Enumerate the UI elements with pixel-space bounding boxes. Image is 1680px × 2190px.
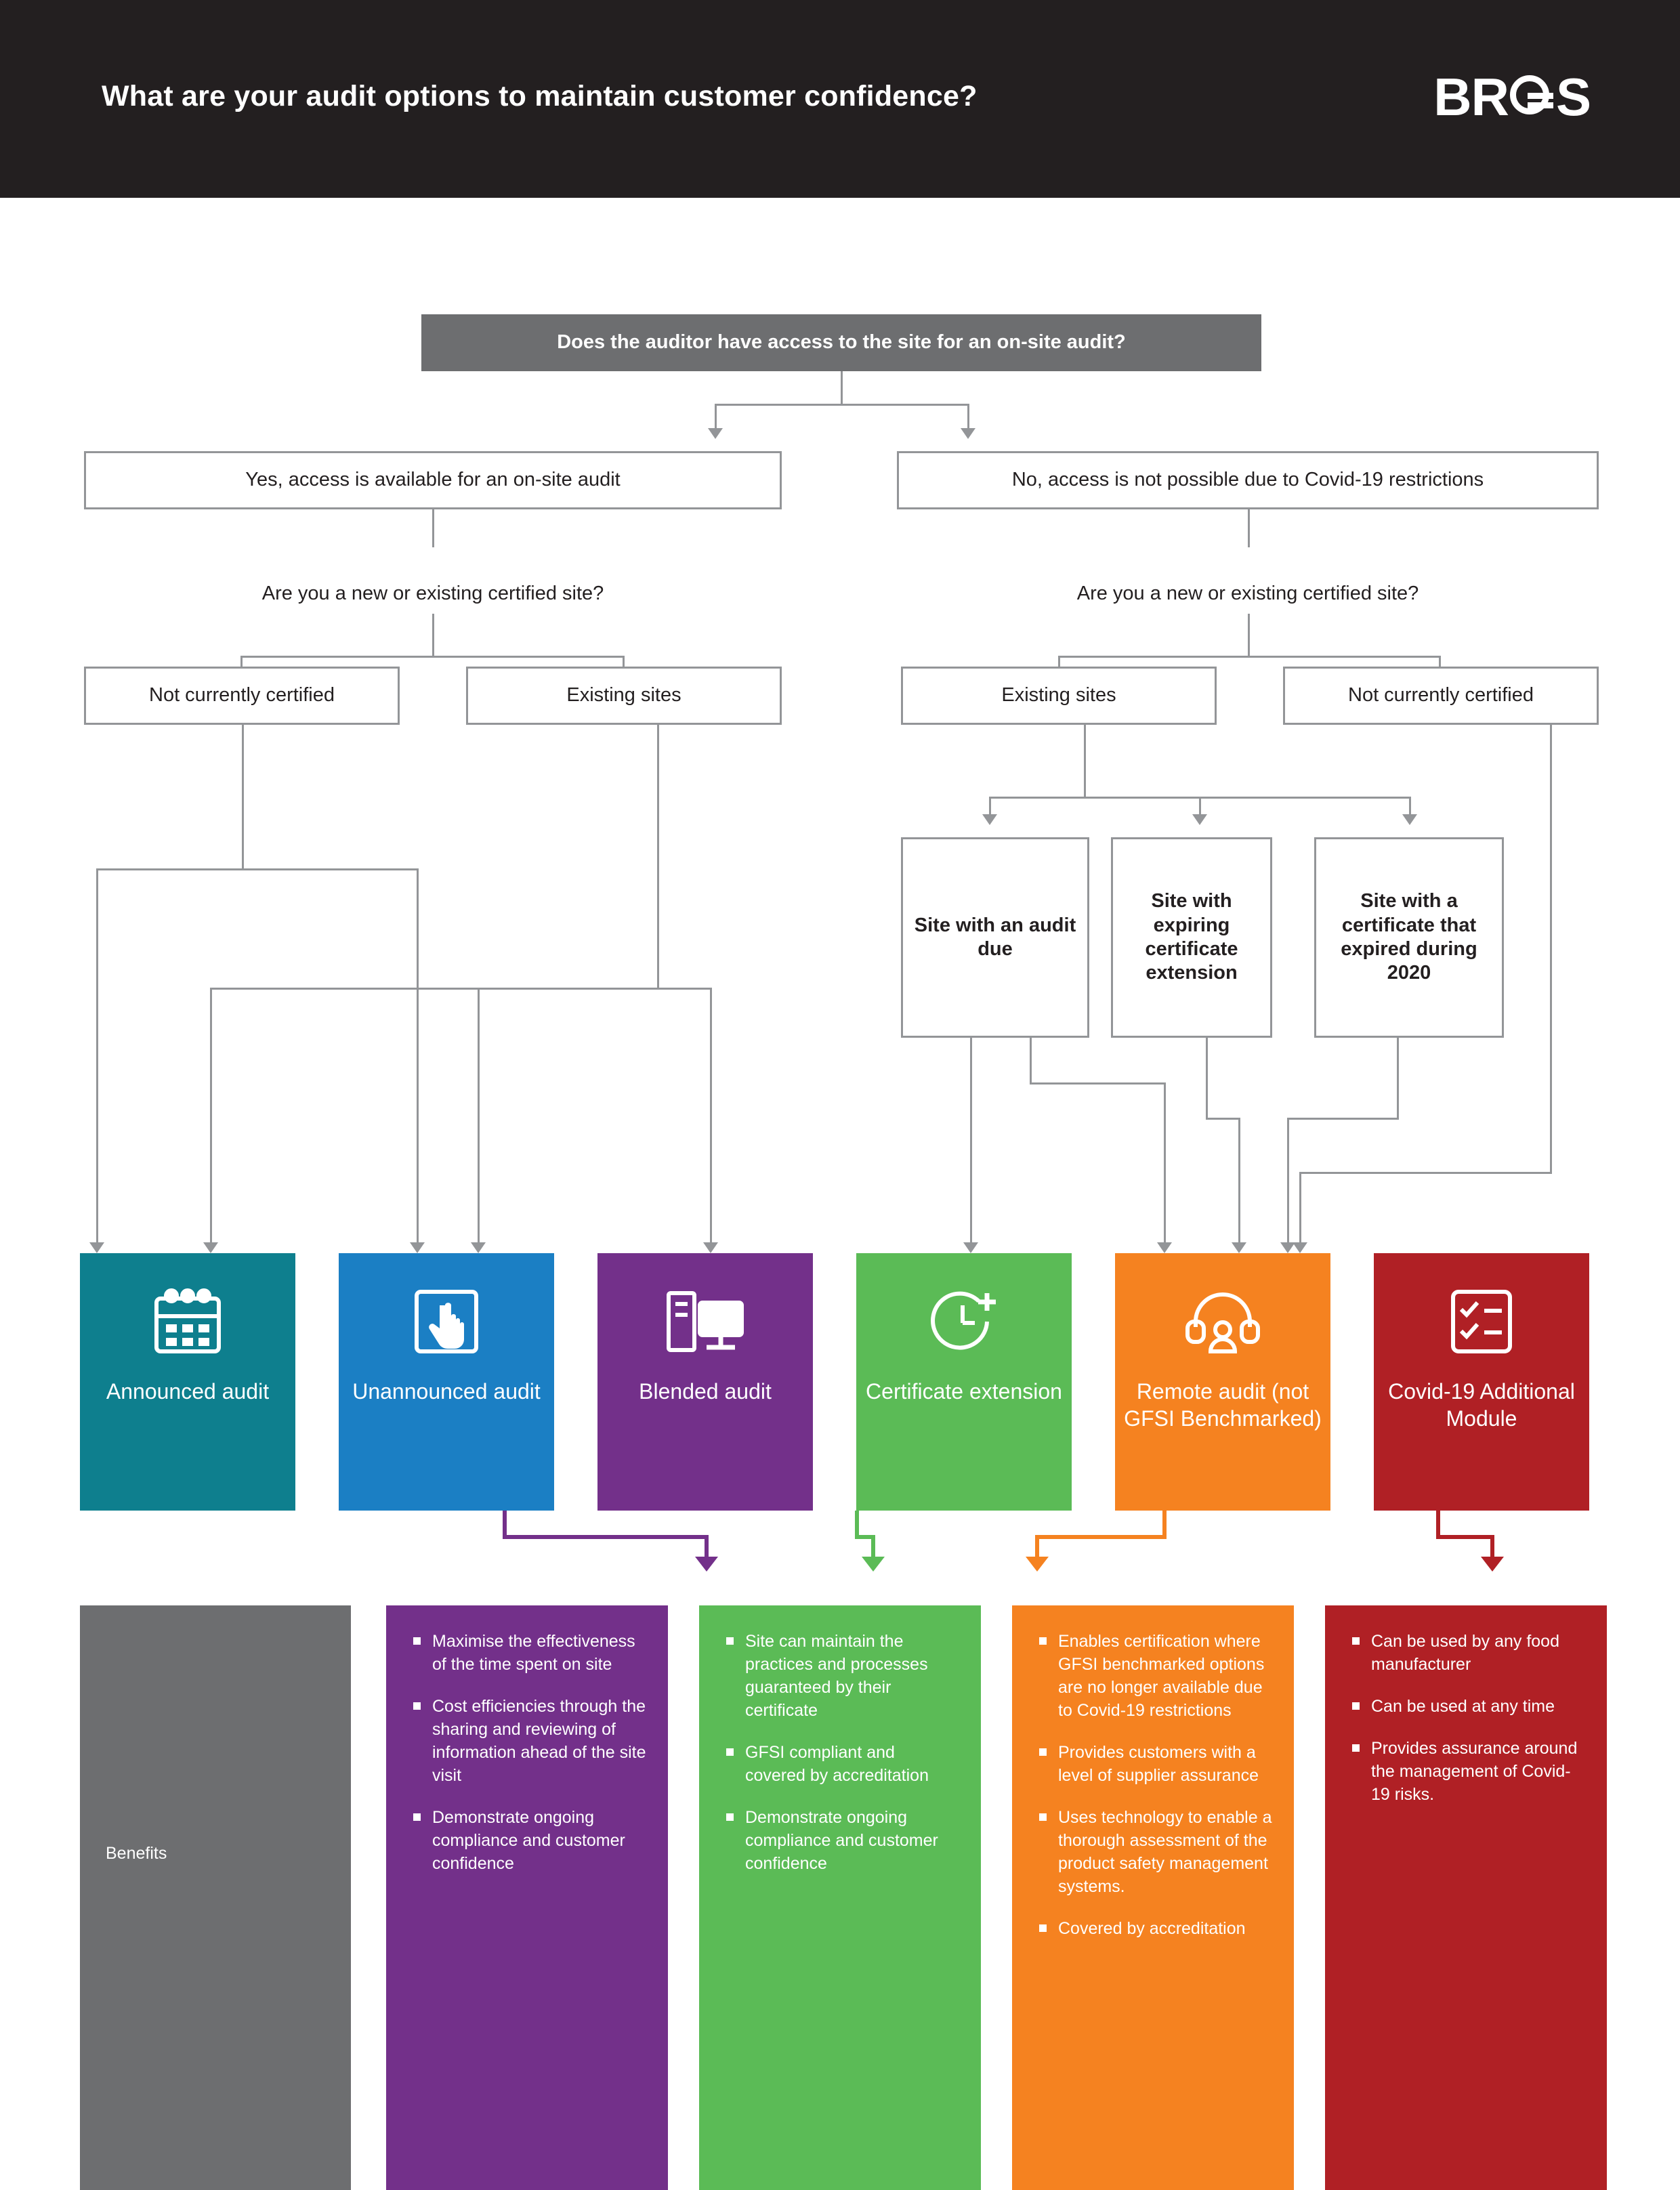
connector <box>967 404 969 431</box>
connector <box>1550 725 1552 1172</box>
logo-mark-icon <box>1510 75 1555 120</box>
connector <box>503 1535 709 1539</box>
option-card-remote-audit <box>1115 1253 1330 1511</box>
left-not-certified-box: Not currently certified <box>84 667 400 725</box>
option-card-unannounced-audit <box>339 1253 554 1511</box>
connector <box>242 725 244 868</box>
arrow-icon <box>1192 814 1207 825</box>
connector <box>96 868 419 870</box>
sub-question-right: Are you a new or existing certified site? <box>1076 583 1419 604</box>
option-label: Blended audit <box>639 1379 772 1404</box>
arrow-icon <box>471 1242 486 1253</box>
site-audit-due-box: Site with an audit due <box>901 837 1089 1038</box>
benefit-item: Demonstrate ongoing compliance and customer confidence <box>725 1806 959 1875</box>
connector <box>96 988 98 1245</box>
connector <box>855 1511 859 1538</box>
option-card-certificate-extension <box>856 1253 1072 1511</box>
connector <box>417 868 419 989</box>
desktop-icon <box>665 1284 746 1359</box>
connector <box>417 988 419 1245</box>
connector <box>1248 509 1250 547</box>
option-label: Announced audit <box>106 1379 270 1404</box>
arrow-icon <box>703 1242 718 1253</box>
arrow-icon <box>1232 1242 1246 1253</box>
calendar-icon <box>151 1284 224 1359</box>
arrow-icon <box>1402 814 1417 825</box>
connector <box>1162 1511 1167 1538</box>
connector <box>705 1535 709 1559</box>
benefit-item: Can be used at any time <box>1351 1695 1585 1718</box>
connector <box>715 404 717 431</box>
benefit-item: Site can maintain the practices and processes guaranteed by their certificate <box>725 1630 959 1722</box>
benefits-column-covid-module <box>1325 1605 1607 2190</box>
connector <box>1035 1535 1167 1539</box>
connector <box>1490 1535 1494 1559</box>
connector <box>1287 1118 1399 1120</box>
connector <box>623 656 625 667</box>
connector <box>503 1511 507 1538</box>
connector <box>710 988 712 1245</box>
branch-no-box: No, access is not possible due to Covid-19 restrictions <box>897 451 1599 509</box>
option-card-blended-audit <box>597 1253 813 1511</box>
sub-question-left: Are you a new or existing certified site? <box>261 583 604 604</box>
clock-plus-icon <box>929 1284 999 1359</box>
connector <box>478 988 480 1245</box>
brcgs-logo <box>1433 66 1591 128</box>
connector <box>1030 1082 1165 1085</box>
arrow-icon <box>1481 1557 1504 1572</box>
connector <box>432 509 434 547</box>
branch-yes-box: Yes, access is available for an on-site audit <box>84 451 782 509</box>
arrow-icon <box>963 1242 978 1253</box>
option-label: Covid-19 Additional Module <box>1388 1379 1575 1431</box>
connector <box>970 1038 972 1245</box>
arrow-icon <box>1157 1242 1172 1253</box>
hand-tap-icon <box>413 1284 480 1359</box>
benefit-item: Covered by accreditation <box>1038 1917 1272 1940</box>
benefits-column-remote-audit <box>1012 1605 1294 2190</box>
connector <box>1058 656 1060 667</box>
arrow-icon <box>1293 1242 1307 1253</box>
arrow-icon <box>1026 1557 1049 1572</box>
option-label: Certificate extension <box>866 1379 1062 1404</box>
arrow-icon <box>695 1557 718 1572</box>
connector <box>1397 1038 1399 1118</box>
connector <box>1084 725 1086 797</box>
root-question-box: Does the auditor have access to the site for an on-site audit? <box>421 314 1261 371</box>
benefit-item: Maximise the effectiveness of the time spent on site <box>412 1630 646 1676</box>
connector <box>210 988 711 990</box>
connector <box>432 614 434 656</box>
benefit-item: Provides assurance around the management of Covid-19 risks. <box>1351 1737 1585 1806</box>
page-header <box>0 0 1680 198</box>
benefit-item: Cost efficiencies through the sharing and reviewing of information ahead of the site visit <box>412 1695 646 1787</box>
connector <box>1287 1118 1289 1245</box>
right-existing-sites-box: Existing sites <box>901 667 1217 725</box>
connector <box>1248 614 1250 656</box>
page-title: What are your audit options to maintain customer confidence? <box>102 80 978 112</box>
connector <box>1164 1082 1166 1245</box>
benefits-column-certificate-extension <box>699 1605 981 2190</box>
connector <box>871 1535 875 1559</box>
connector <box>1436 1535 1494 1539</box>
arrow-icon <box>203 1242 218 1253</box>
connector <box>657 725 659 988</box>
benefit-item: Uses technology to enable a thorough assessment of the product safety management systems. <box>1038 1806 1272 1898</box>
benefit-item: Can be used by any food manufacturer <box>1351 1630 1585 1676</box>
connector <box>1030 1038 1032 1082</box>
right-not-certified-box: Not currently certified <box>1283 667 1599 725</box>
benefit-item: GFSI compliant and covered by accreditation <box>725 1741 959 1787</box>
benefits-column-blended <box>386 1605 668 2190</box>
benefit-item: Enables certification where GFSI benchmarked options are no longer available due to Covid-19 restrictions <box>1038 1630 1272 1722</box>
headset-icon <box>1183 1284 1262 1359</box>
connector <box>1206 1118 1240 1120</box>
logo-text-left: BR <box>1433 67 1509 127</box>
benefits-label: Benefits <box>106 1844 167 1863</box>
option-label: Remote audit (not GFSI Benchmarked) <box>1124 1379 1322 1431</box>
connector <box>210 988 212 1245</box>
connector <box>1436 1511 1440 1538</box>
benefit-item: Demonstrate ongoing compliance and customer confidence <box>412 1806 646 1875</box>
connector <box>240 656 243 667</box>
logo-text-right: S <box>1555 67 1591 127</box>
arrow-icon <box>708 428 723 439</box>
connector <box>1238 1118 1240 1245</box>
arrow-icon <box>862 1557 885 1572</box>
option-card-covid-module <box>1374 1253 1589 1511</box>
connector <box>715 404 969 406</box>
arrow-icon <box>961 428 975 439</box>
connector <box>1299 1172 1301 1245</box>
site-expiring-box: Site with expiring certificate extension <box>1111 837 1272 1038</box>
checklist-icon <box>1448 1284 1515 1359</box>
arrow-icon <box>982 814 997 825</box>
arrow-icon <box>89 1242 104 1253</box>
option-card-announced-audit <box>80 1253 295 1511</box>
left-existing-sites-box: Existing sites <box>466 667 782 725</box>
connector <box>1035 1535 1039 1559</box>
connector <box>841 371 843 404</box>
benefits-label-block <box>80 1605 351 2190</box>
connector <box>1058 656 1439 658</box>
connector <box>96 868 98 989</box>
connector <box>240 656 624 658</box>
connector <box>1439 656 1441 667</box>
benefit-item: Provides customers with a level of supplier assurance <box>1038 1741 1272 1787</box>
connector <box>1206 1038 1208 1118</box>
site-expired-box: Site with a certificate that expired during 2020 <box>1314 837 1504 1038</box>
arrow-icon <box>410 1242 425 1253</box>
option-label: Unannounced audit <box>352 1379 541 1404</box>
connector <box>1299 1172 1552 1174</box>
